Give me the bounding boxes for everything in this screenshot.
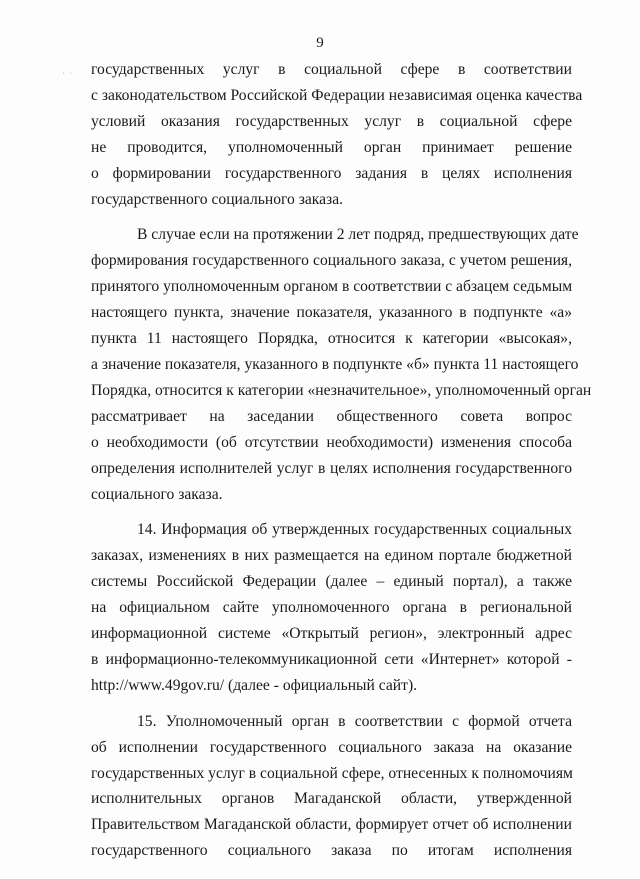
text-line: на официальном сайте уполномоченного органа в региональной — [91, 599, 572, 617]
text-line: информационной системе «Открытый регион», электронный адрес — [91, 625, 572, 643]
text-line: не проводится, уполномоченный орган принимает решение — [91, 138, 572, 156]
page-number: 9 — [316, 35, 324, 51]
text-line: Правительством Магаданской области, формирует отчет об исполнении — [91, 816, 572, 834]
text-line: 14. Информация об утвержденных государственных социальных — [137, 521, 572, 539]
text-line: настоящего пункта, значение показателя, указанного в подпункте «а» — [91, 304, 572, 322]
text-line: государственных услуг в социальной сфере в соответствии — [91, 61, 572, 78]
text-line: социального заказа. — [91, 485, 223, 503]
text-line: условий оказания государственных услуг в социальной сфере — [91, 112, 572, 130]
text-line: системы Российской Федерации (далее – единый портал), а также — [91, 573, 572, 591]
text-line: формирования государственного социального заказа, с учетом решения, — [91, 252, 572, 270]
document-body — [91, 57, 592, 864]
text-line: об исполнении государственного социального заказа на оказание — [91, 738, 572, 756]
text-line: заказах, изменениях в них размещается на едином портале бюджетной — [91, 547, 572, 565]
text-line: рассматривает на заседании общественного совета вопрос — [91, 407, 572, 425]
text-line: государственных услуг в социальной сфере, отнесенных к полномочиям — [91, 764, 573, 782]
text-line: государственного социального заказа по итогам исполнения — [91, 842, 572, 860]
text-line: о необходимости (об отсутствии необходимости) изменения способа — [91, 433, 572, 451]
paragraph-decision-criteria — [91, 222, 592, 507]
text-line: пункта 11 настоящего Порядка, относится к категории «высокая», — [91, 330, 572, 348]
text-line: государственного социального заказа. — [91, 190, 344, 208]
text-line: определения исполнителей услуг в целях исполнения государственного — [91, 459, 572, 477]
paragraph-continuation — [91, 57, 583, 212]
text-line: В случае если на протяжении 2 лет подряд, предшествующих дате — [137, 226, 579, 244]
text-line: 15. Уполномоченный орган в соответствии с формой отчета — [137, 712, 572, 730]
text-line: http://www.49gov.ru/ (далее - официальный сайт). — [91, 676, 418, 694]
text-line: принятого уполномоченным органом в соответствии с абзацем седьмым — [91, 278, 573, 296]
text-line: исполнительных органов Магаданской области, утвержденной — [91, 790, 572, 808]
text-line: с законодательством Российской Федерации независимая оценка качества — [91, 86, 583, 104]
text-line: Порядка, относится к категории «незначительное», уполномоченный орган — [91, 381, 592, 399]
text-line: о формировании государственного задания в целях исполнения — [91, 164, 572, 182]
text-line: в информационно-телекоммуникационной сети «Интернет» которой - — [91, 650, 572, 668]
paragraph-item-15 — [91, 709, 572, 864]
text-line: а значение показателя, указанного в подпункте «б» пункта 11 настоящего — [91, 355, 579, 373]
scan-artifact-mark: · · — [62, 68, 74, 78]
paragraph-item-14 — [91, 517, 572, 698]
